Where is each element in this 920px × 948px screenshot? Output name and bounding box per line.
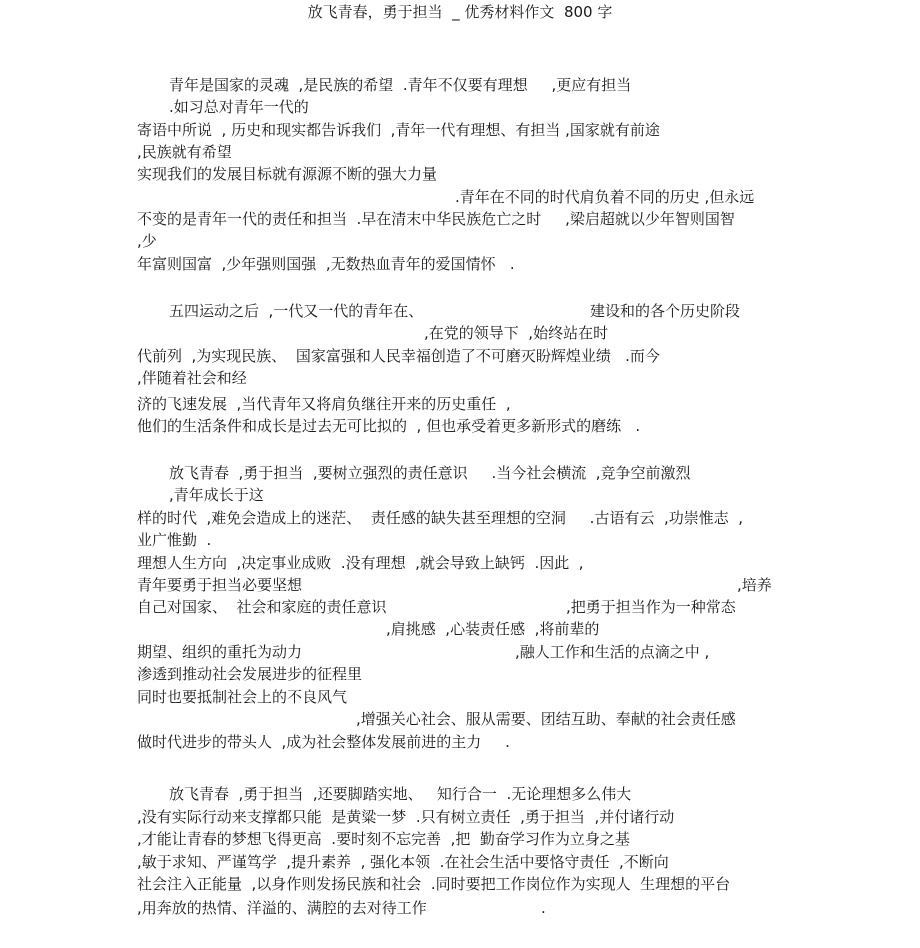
- paragraph-1-line-5: 实现我们的发展目标就有源源不断的强大力量: [137, 165, 438, 183]
- paragraph-3-line-3: 样的时代 ,难免会造成上的迷茫、 责任感的缺失甚至理想的空洞 .古语有云 ,功崇惟志 ,: [137, 509, 744, 527]
- paragraph-2-line-1: 五四运动之后 ,一代又一代的青年在、: [169, 302, 424, 320]
- paragraph-1-line-8: ,少: [137, 232, 157, 250]
- paragraph-1-line-9: 年富则国富 ,少年强则国强 ,无数热血青年的爱国情怀 .: [137, 255, 515, 273]
- paragraph-4-line-2: ,没有实际行动来支撑都只能 是黄粱一梦 .只有树立责任 ,勇于担当 ,并付诸行动: [137, 808, 675, 826]
- paragraph-3-line-5: 理想人生方向 ,决定事业成败 .没有理想 ,就会导致上缺钙 .因此 ,: [137, 554, 584, 572]
- paragraph-1-line-1: 青年是国家的灵魂 ,是民族的希望 .青年不仅要有理想 ,更应有担当: [169, 76, 632, 94]
- paragraph-2-line-3: 代前列 ,为实现民族、 国家富强和人民幸福创造了不可磨灭盼辉煌业绩 .而今: [137, 347, 660, 365]
- paragraph-1-line-4: ,民族就有希望: [137, 143, 232, 161]
- paragraph-3-line-6: 青年要勇于担当必要坚想: [137, 576, 303, 594]
- paragraph-2-line-6: 他们的生活条件和成长是过去无可比拟的 , 但也承受着更多新形式的磨练 .: [137, 417, 641, 435]
- paragraph-2-line-4: ,伴随着社会和经: [137, 369, 247, 387]
- paragraph-4-line-1: 放飞青春 ,勇于担当 ,还要脚踏实地、 知行合一 .无论理想多么伟大: [169, 785, 632, 803]
- paragraph-3-line-11: 同时也要抵制社会上的不良风气: [137, 688, 348, 706]
- paragraph-3-line-8: ,肩挑感 ,心装责任感 ,将前辈的: [386, 620, 600, 638]
- paragraph-2-line-2: ,在党的领导下 ,始终站在时: [424, 324, 609, 342]
- paragraph-4-line-6b: .: [541, 899, 546, 917]
- paragraph-2-line-1b: 建设和的各个历史阶段: [590, 302, 741, 320]
- paragraph-3-line-10: 渗透到推动社会发展进步的征程里: [137, 665, 363, 683]
- paragraph-2-line-5: 济的飞速发展 ,当代青年又将肩负继往开来的历史重任 ,: [137, 395, 511, 413]
- paragraph-1-line-3: 寄语中所说 , 历史和现实都告诉我们 ,青年一代有理想、有担当 ,国家就有前途: [137, 121, 660, 139]
- paragraph-3-line-4: 业广惟勤 .: [137, 531, 212, 549]
- document-title: 放飞青春，勇于担当 _ 优秀材料作文 800 字: [307, 3, 613, 21]
- paragraph-3-line-2: ,青年成长于这: [169, 486, 264, 504]
- paragraph-3-line-7b: ,把勇于担当作为一种常态: [566, 598, 736, 616]
- paragraph-4-line-4: ,敏于求知、严谨笃学 ,提升素养 , 强化本领 .在社会生活中要恪守责任 ,不断向: [137, 853, 669, 871]
- paragraph-4-line-3: ,才能让青春的梦想飞得更高 .要时刻不忘完善 ,把 勤奋学习作为立身之基: [137, 830, 630, 848]
- paragraph-1-line-7: 不变的是青年一代的责任和担当 .早在清末中华民族危亡之时 ,梁启超就以少年智则国智: [137, 210, 735, 228]
- paragraph-3-line-6b: ,培养: [737, 576, 772, 594]
- paragraph-3-line-12: ,增强关心社会、服从需要、团结互助、奉献的社会责任感: [356, 710, 736, 728]
- paragraph-3-line-7: 自己对国家、 社会和家庭的责任意识: [137, 598, 387, 616]
- paragraph-3-line-9b: ,融人工作和生活的点滴之中 ,: [515, 643, 710, 661]
- paragraph-4-line-6: ,用奔放的热情、洋溢的、满腔的去对待工作: [137, 899, 427, 917]
- paragraph-3-line-1: 放飞青春 ,勇于担当 ,要树立强烈的责任意识 .当今社会横流 ,竞争空前激烈: [169, 464, 691, 482]
- paragraph-4-line-5: 社会注入正能量 ,以身作则发扬民族和社会 .同时要把工作岗位作为实现人 生理想的平台: [137, 875, 731, 893]
- paragraph-1-line-6: .青年在不同的时代肩负着不同的历史 ,但永远: [455, 188, 755, 206]
- paragraph-3-line-9: 期望、组织的重托为动力: [137, 643, 303, 661]
- paragraph-1-line-2: .如习总对青年一代的: [169, 98, 309, 116]
- paragraph-3-line-13: 做时代进步的带头人 ,成为社会整体发展前进的主力 .: [137, 733, 510, 751]
